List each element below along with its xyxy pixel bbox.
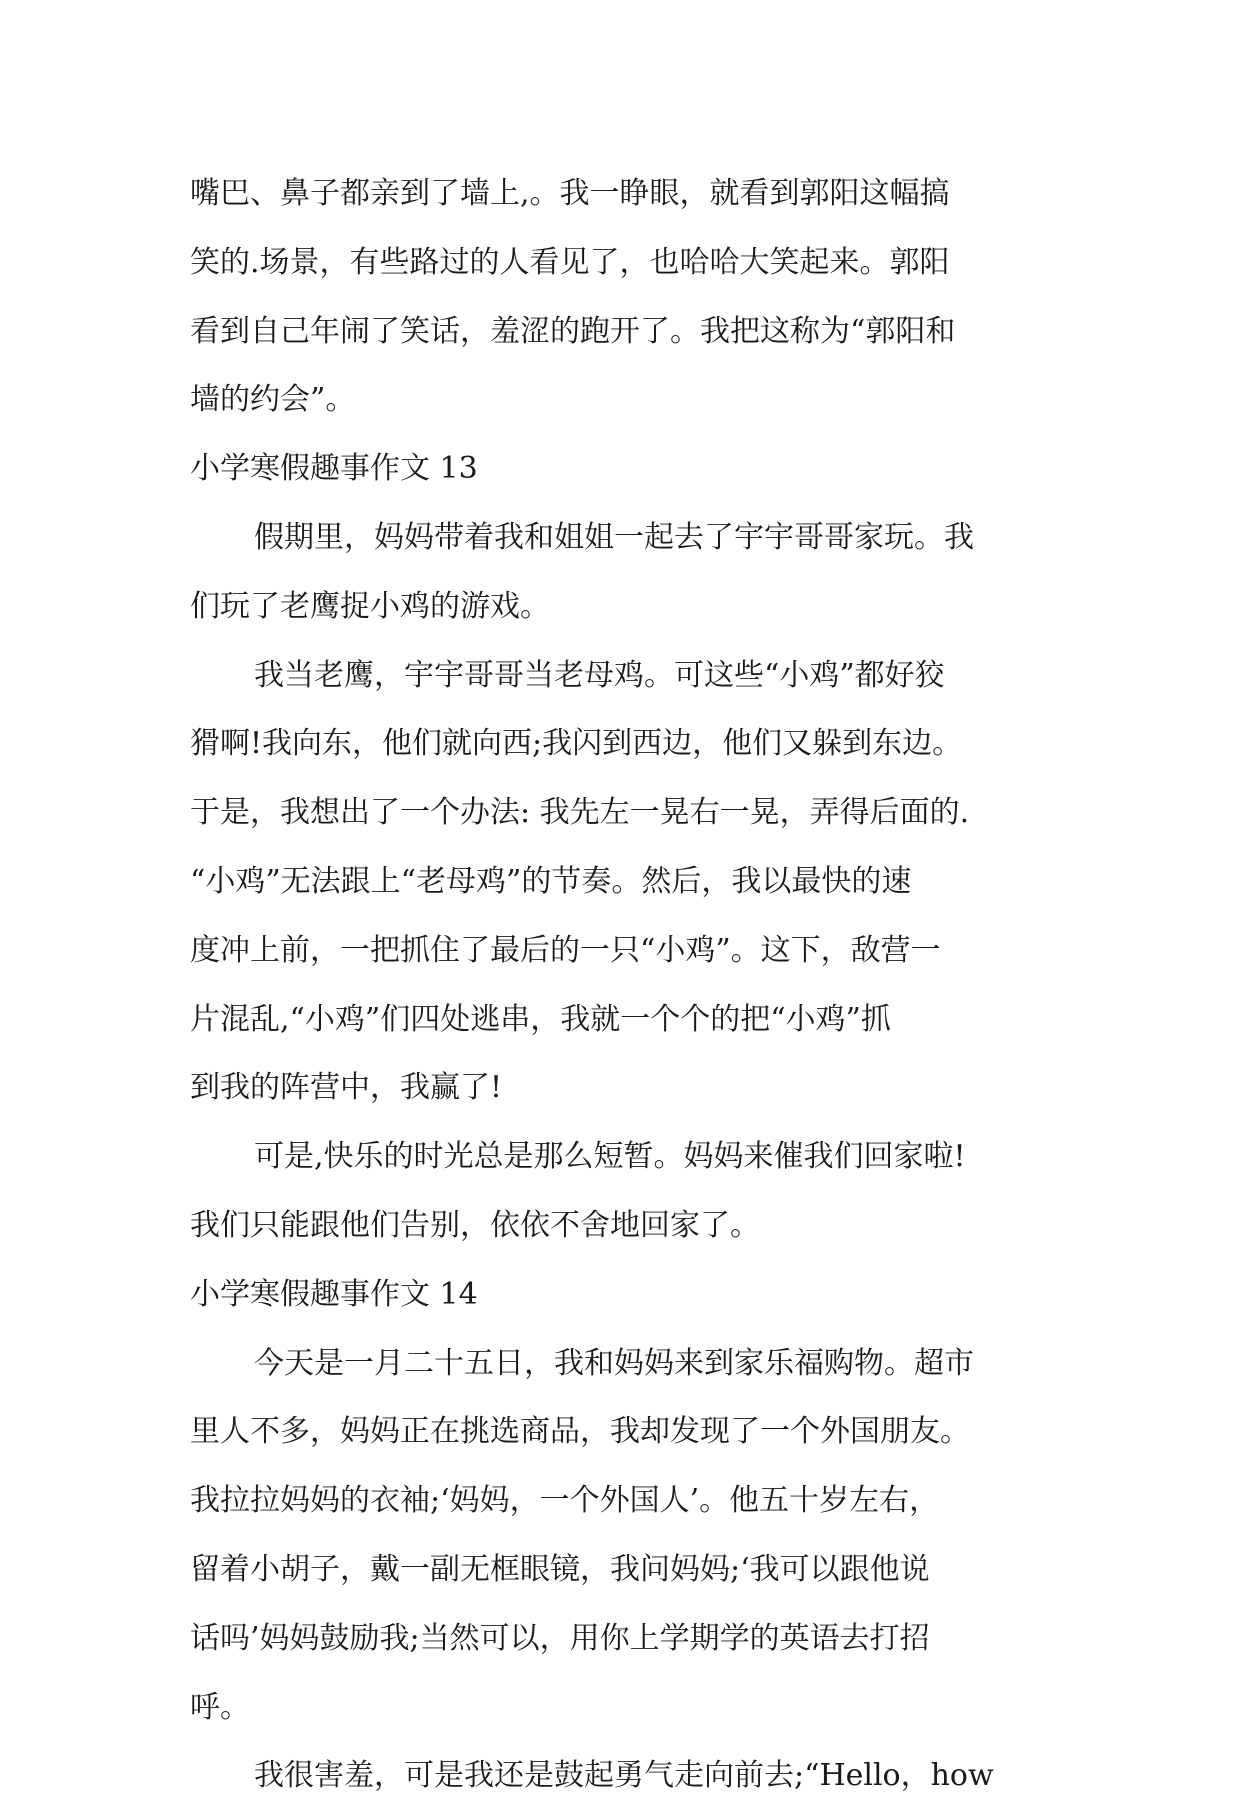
text-line: 假期里，妈妈带着我和姐姐一起去了宇宇哥哥家玩。我: [254, 519, 974, 555]
text-line: 片混乱,“小鸡”们四处逃串，我就一个个的把“小鸡”抓: [190, 1001, 891, 1037]
document-body: [190, 160, 1050, 1811]
text-line: 嘴巴、鼻子都亲到了墙上,。我一睁眼，就看到郭阳这幅搞: [190, 176, 950, 211]
text-line: 我们只能跟他们告别，依依不舍地回家了。: [190, 1207, 760, 1243]
text-line: 们玩了老鹰捉小鸡的游戏。: [190, 588, 550, 624]
text-line: 到我的阵营中，我赢了!: [190, 1070, 503, 1106]
text-line: 于是，我想出了一个办法: 我先左一晃右一晃，弄得后面的.: [190, 795, 970, 831]
text-line: 今天是一月二十五日，我和妈妈来到家乐福购物。超市: [254, 1345, 974, 1381]
text-line: 笑的.场景，有些路过的人看见了，也哈哈大笑起来。郭阳: [190, 244, 950, 280]
text-line: “小鸡”无法跟上“老母鸡”的节奏。然后，我以最快的速: [190, 863, 912, 899]
text-line: 我当老鹰，宇宇哥哥当老母鸡。可这些“小鸡”都好狡: [254, 657, 945, 693]
text-line: 看到自己年闹了笑话，羞涩的跑开了。我把这称为“郭阳和: [190, 313, 956, 349]
text-line: 猾啊!我向东，他们就向西;我闪到西边，他们又躲到东边。: [190, 726, 963, 762]
text-line: 我很害羞，可是我还是鼓起勇气走向前去;“Hello，how: [254, 1758, 994, 1794]
text-line: 话吗’妈妈鼓励我;当然可以，用你上学期学的英语去打招: [190, 1620, 930, 1656]
text-line: 呼。: [190, 1689, 250, 1725]
text-line: 可是,快乐的时光总是那么短暂。妈妈来催我们回家啦!: [254, 1139, 966, 1175]
text-line: 我拉拉妈妈的衣袖;‘妈妈，一个外国人’。他五十岁左右，: [190, 1483, 940, 1519]
section-heading: 小学寒假趣事作文 13: [190, 451, 478, 487]
text-line: 墙的约会”。: [190, 382, 356, 418]
text-line: 里人不多，妈妈正在挑选商品，我却发现了一个外国朋友。: [190, 1414, 970, 1450]
text-line: 度冲上前，一把抓住了最后的一只“小鸡”。这下，敌营一: [190, 932, 941, 968]
text-line: 留着小胡子，戴一副无框眼镜，我问妈妈;‘我可以跟他说: [190, 1551, 930, 1587]
section-heading: 小学寒假趣事作文 14: [190, 1276, 478, 1312]
